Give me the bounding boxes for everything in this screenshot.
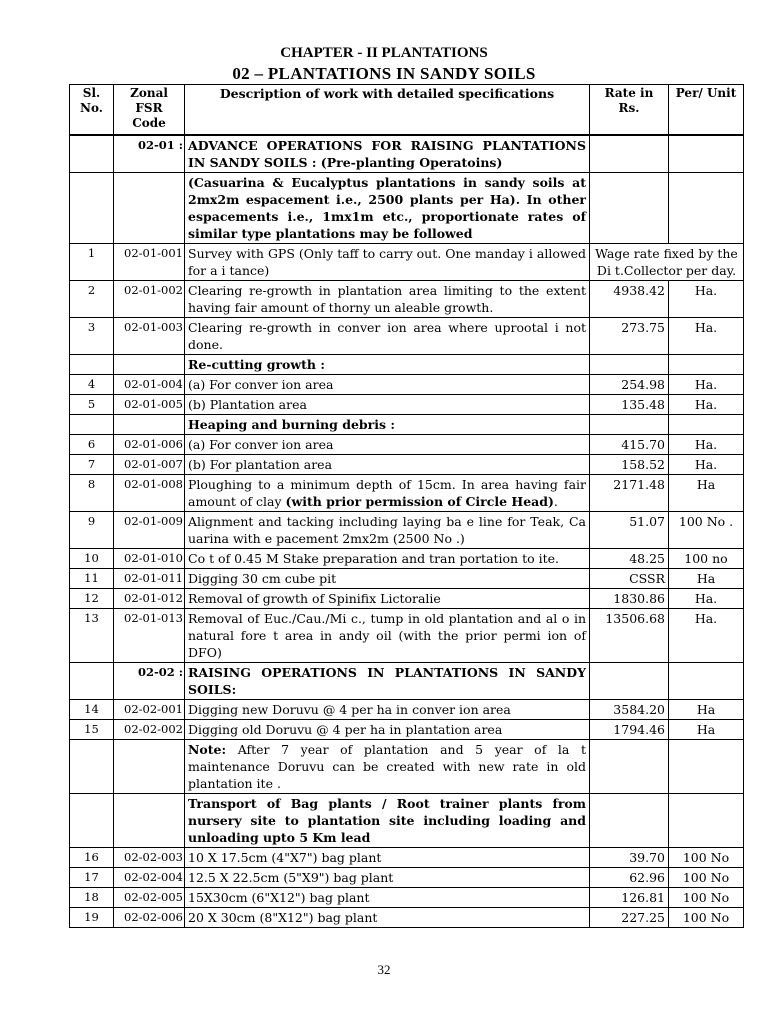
code-cell: 02-02-002 (114, 720, 185, 740)
code-cell: 02-01-001 (114, 244, 185, 281)
description-cell: Alignment and tacking including laying ba e line for Teak, Ca uarina with e pacement 2mx2m (2500 No .) (185, 512, 590, 549)
sl-cell (70, 663, 114, 700)
sl-cell: 19 (70, 908, 114, 928)
code-cell: 02-02-005 (114, 888, 185, 908)
code-cell: 02-02-001 (114, 700, 185, 720)
rate-cell: Wage rate fixed by the Di t.Collector per day. (590, 244, 744, 281)
rate-cell (590, 173, 669, 244)
unit-cell (669, 415, 744, 435)
table-row (70, 569, 744, 589)
sl-cell: 17 (70, 868, 114, 888)
unit-cell: 100 No (669, 908, 744, 928)
code-cell: 02-01-002 (114, 281, 185, 318)
rate-cell: 415.70 (590, 435, 669, 455)
rate-cell (590, 663, 669, 700)
section-title-cell: ADVANCE OPERATIONS FOR RAISING PLANTATIONS IN SANDY SOILS : (Pre-planting Operatoins) (185, 136, 590, 173)
description-cell: Removal of growth of Spinifix Lictoralie (185, 589, 590, 609)
table-row (70, 455, 744, 475)
description-cell: Clearing re-growth in plantation area limiting to the extent having fair amount of thorny un aleable growth. (185, 281, 590, 318)
rate-cell (590, 415, 669, 435)
rate-cell: 1830.86 (590, 589, 669, 609)
unit-cell (669, 663, 744, 700)
unit-cell (669, 794, 744, 848)
description-text: Ploughing to a minimum depth of 15cm. In area having fair amount of clay (188, 477, 586, 509)
table-row (70, 318, 744, 355)
table-row (70, 395, 744, 415)
sl-cell (70, 173, 114, 244)
table-row (70, 740, 744, 794)
description-cell: (b) For plantation area (185, 455, 590, 475)
code-cell (114, 740, 185, 794)
unit-cell: 100 No (669, 868, 744, 888)
table-row (70, 589, 744, 609)
code-cell (114, 415, 185, 435)
page-title: 02 – PLANTATIONS IN SANDY SOILS (232, 64, 536, 83)
rate-cell: 62.96 (590, 868, 669, 888)
rate-cell: 2171.48 (590, 475, 669, 512)
rate-cell: 4938.42 (590, 281, 669, 318)
rate-cell: 39.70 (590, 848, 669, 868)
description-cell: (a) For conver ion area (185, 375, 590, 395)
rate-cell (590, 136, 669, 173)
section-title-cell: RAISING OPERATIONS IN PLANTATIONS IN SANDY SOILS: (185, 663, 590, 700)
sl-cell: 12 (70, 589, 114, 609)
unit-cell: Ha. (669, 455, 744, 475)
code-cell: 02-01-013 (114, 609, 185, 663)
description-cell: (b) Plantation area (185, 395, 590, 415)
rate-cell: 135.48 (590, 395, 669, 415)
unit-cell: Ha (669, 569, 744, 589)
chapter-heading: CHAPTER - II PLANTATIONS (280, 45, 488, 61)
unit-cell (669, 740, 744, 794)
col-header-rate: Rate in Rs. (590, 85, 669, 135)
unit-cell: 100 No (669, 848, 744, 868)
code-cell: 02-01-008 (114, 475, 185, 512)
sl-cell: 6 (70, 435, 114, 455)
rate-cell (590, 794, 669, 848)
code-cell: 02-01-010 (114, 549, 185, 569)
sl-cell: 14 (70, 700, 114, 720)
table-row (70, 512, 744, 549)
table-row (70, 435, 744, 455)
table-row (70, 549, 744, 569)
sl-cell: 4 (70, 375, 114, 395)
sl-cell: 18 (70, 888, 114, 908)
sl-cell: 5 (70, 395, 114, 415)
unit-cell: Ha (669, 475, 744, 512)
unit-cell: Ha. (669, 395, 744, 415)
code-cell: 02-02-006 (114, 908, 185, 928)
unit-cell: Ha. (669, 435, 744, 455)
table-row (70, 375, 744, 395)
sl-cell: 10 (70, 549, 114, 569)
section-code-cell: 02-02 : (114, 663, 185, 700)
rate-cell: 3584.20 (590, 700, 669, 720)
sl-cell (70, 415, 114, 435)
description-cell: Digging new Doruvu @ 4 per ha in conver ion area (185, 700, 590, 720)
description-cell (185, 475, 590, 512)
description-cell: Removal of Euc./Cau./Mi c., tump in old plantation and al o in natural fore t area in andy oil (with the prior permi ion of DFO) (185, 609, 590, 663)
description-cell: 15X30cm (6"X12") bag plant (185, 888, 590, 908)
code-cell: 02-01-004 (114, 375, 185, 395)
sl-cell: 9 (70, 512, 114, 549)
unit-cell: Ha (669, 720, 744, 740)
description-cell: Digging old Doruvu @ 4 per ha in plantation area (185, 720, 590, 740)
rate-cell: 158.52 (590, 455, 669, 475)
page-number: 32 (377, 962, 391, 977)
code-cell (114, 173, 185, 244)
table-header-row (70, 85, 744, 135)
table-row (70, 281, 744, 318)
note-cell (185, 740, 590, 794)
description-cell: Co t of 0.45 M Stake preparation and tran portation to ite. (185, 549, 590, 569)
col-header-description: Description of work with detailed specifications (185, 85, 590, 135)
table-row (70, 888, 744, 908)
code-cell: 02-02-003 (114, 848, 185, 868)
unit-cell: Ha. (669, 609, 744, 663)
rate-cell: 273.75 (590, 318, 669, 355)
sl-cell: 15 (70, 720, 114, 740)
rate-cell: 13506.68 (590, 609, 669, 663)
table-row (70, 173, 744, 244)
rate-cell: 1794.46 (590, 720, 669, 740)
code-cell: 02-01-009 (114, 512, 185, 549)
table-row (70, 609, 744, 663)
code-cell (114, 355, 185, 375)
rate-cell: CSSR (590, 569, 669, 589)
description-cell: Clearing re-growth in conver ion area where uprootal i not done. (185, 318, 590, 355)
sl-cell: 13 (70, 609, 114, 663)
sl-cell: 16 (70, 848, 114, 868)
col-header-sl: Sl. No. (70, 85, 114, 135)
subheading-cell: (Casuarina & Eucalyptus plantations in sandy soils at 2mx2m espacement i.e., 2500 plants per Ha). In other espacements i.e., 1mx1m etc., proportionate rates of similar type plantations may be followed (185, 173, 590, 244)
description-tail: . (553, 494, 558, 509)
sl-cell: 2 (70, 281, 114, 318)
code-cell: 02-02-004 (114, 868, 185, 888)
unit-cell: 100 no (669, 549, 744, 569)
sl-cell (70, 740, 114, 794)
table-row (70, 720, 744, 740)
code-cell: 02-01-006 (114, 435, 185, 455)
rate-cell: 227.25 (590, 908, 669, 928)
table-row (70, 848, 744, 868)
unit-cell: Ha. (669, 318, 744, 355)
table-row (70, 355, 744, 375)
table-row (70, 475, 744, 512)
rate-cell: 51.07 (590, 512, 669, 549)
subheading-cell: Transport of Bag plants / Root trainer plants from nursery site to plantation site including loading and unloading upto 5 Km lead (185, 794, 590, 848)
table-body (70, 135, 744, 928)
unit-cell: Ha. (669, 281, 744, 318)
description-cell: 12.5 X 22.5cm (5"X9") bag plant (185, 868, 590, 888)
unit-cell: 100 No . (669, 512, 744, 549)
subheading-cell: Re-cutting growth : (185, 355, 590, 375)
unit-cell: Ha (669, 700, 744, 720)
sl-cell (70, 355, 114, 375)
table-row (70, 136, 744, 173)
rates-table (69, 84, 744, 928)
table-row (70, 794, 744, 848)
sl-cell: 7 (70, 455, 114, 475)
code-cell: 02-01-012 (114, 589, 185, 609)
code-cell: 02-01-007 (114, 455, 185, 475)
description-cell: (a) For conver ion area (185, 435, 590, 455)
table-row (70, 908, 744, 928)
table-row (70, 700, 744, 720)
unit-cell (669, 136, 744, 173)
note-label: Note: (188, 742, 227, 757)
sl-cell: 1 (70, 244, 114, 281)
sl-cell (70, 136, 114, 173)
sl-cell: 11 (70, 569, 114, 589)
description-cell: 20 X 30cm (8"X12") bag plant (185, 908, 590, 928)
sl-cell (70, 794, 114, 848)
table-row (70, 244, 744, 281)
rate-cell: 254.98 (590, 375, 669, 395)
rate-cell: 48.25 (590, 549, 669, 569)
unit-cell: 100 No (669, 888, 744, 908)
code-cell: 02-01-003 (114, 318, 185, 355)
description-cell: Survey with GPS (Only taff to carry out. One manday i allowed for a i tance) (185, 244, 590, 281)
sl-cell: 8 (70, 475, 114, 512)
unit-cell: Ha. (669, 589, 744, 609)
subheading-cell: Heaping and burning debris : (185, 415, 590, 435)
section-code-cell: 02-01 : (114, 136, 185, 173)
rate-cell (590, 355, 669, 375)
rate-cell (590, 740, 669, 794)
rate-cell: 126.81 (590, 888, 669, 908)
table-row (70, 663, 744, 700)
description-cell: 10 X 17.5cm (4"X7") bag plant (185, 848, 590, 868)
unit-cell: Ha. (669, 375, 744, 395)
col-header-unit: Per/ Unit (669, 85, 744, 135)
code-cell: 02-01-005 (114, 395, 185, 415)
code-cell: 02-01-011 (114, 569, 185, 589)
sl-cell: 3 (70, 318, 114, 355)
unit-cell (669, 355, 744, 375)
table-row (70, 868, 744, 888)
unit-cell (669, 173, 744, 244)
col-header-code: Zonal FSR Code (114, 85, 185, 135)
description-cell: Digging 30 cm cube pit (185, 569, 590, 589)
note-text: After 7 year of plantation and 5 year of la t maintenance Doruvu can be created with new rate in old plantation ite . (188, 742, 586, 791)
table-row (70, 415, 744, 435)
description-emphasis: (with prior permission of Circle Head) (285, 494, 554, 509)
code-cell (114, 794, 185, 848)
